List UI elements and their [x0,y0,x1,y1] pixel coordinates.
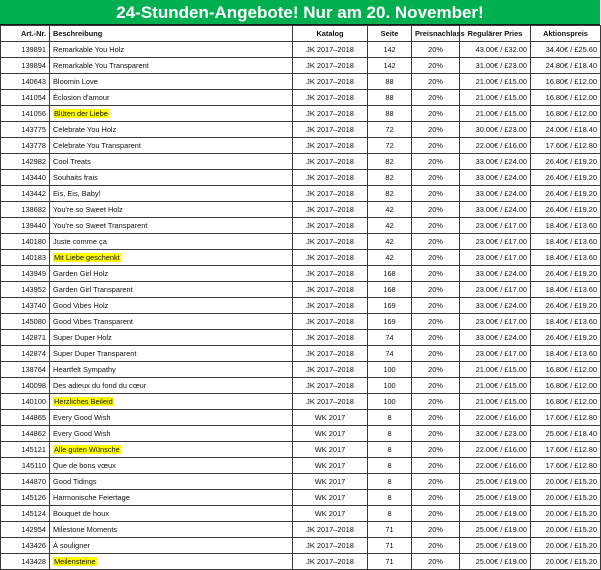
cell-art-nr[interactable]: 143428 [1,554,50,570]
table-row [1,410,601,426]
cell-preisnachlass[interactable]: 20% [412,442,460,458]
cell-aktionspreis[interactable]: 34.40€ / £25.60 [531,42,601,58]
table-row [1,506,601,522]
cell-art-nr[interactable]: 139894 [1,58,50,74]
cell-art-nr[interactable]: 143740 [1,298,50,314]
cell-aktionspreis[interactable]: 26.40€ / £19.20 [531,330,601,346]
cell-seite[interactable]: 8 [368,458,412,474]
cell-beschreibung[interactable]: Harmonische Feiertage [50,490,293,506]
cell-art-nr[interactable]: 138764 [1,362,50,378]
table-row [1,282,601,298]
cell-katalog[interactable]: JK 2017–2018 [293,314,368,330]
cell-preisnachlass[interactable]: 20% [412,90,460,106]
table-row [1,186,601,202]
table-row [1,122,601,138]
cell-regulaerer-preis[interactable]: 43.00€ / £32.00 [460,42,531,58]
cell-seite[interactable]: 169 [368,298,412,314]
cell-beschreibung[interactable] [50,106,293,122]
cell-seite[interactable]: 142 [368,42,412,58]
cell-regulaerer-preis[interactable]: 32.00€ / £23.00 [460,426,531,442]
cell-art-nr[interactable]: 141056 [1,106,50,122]
cell-beschreibung[interactable]: Eis, Eis, Baby! [50,186,293,202]
cell-beschreibung[interactable]: Celebrate You Holz [50,122,293,138]
cell-beschreibung[interactable]: Bouquet de houx [50,506,293,522]
table-row [1,554,601,570]
cell-seite[interactable]: 88 [368,74,412,90]
offers-table [0,25,601,570]
cell-katalog[interactable]: JK 2017–2018 [293,42,368,58]
cell-katalog[interactable]: JK 2017–2018 [293,154,368,170]
cell-regulaerer-preis[interactable]: 21.00€ / £15.00 [460,74,531,90]
cell-preisnachlass[interactable]: 20% [412,218,460,234]
cell-katalog[interactable]: JK 2017–2018 [293,122,368,138]
table-row [1,154,601,170]
cell-art-nr[interactable]: 140183 [1,250,50,266]
highlighted-description: Herzliches Beileid [54,397,113,406]
table-row [1,442,601,458]
cell-seite[interactable]: 168 [368,282,412,298]
table-row [1,522,601,538]
cell-preisnachlass[interactable]: 20% [412,378,460,394]
cell-katalog[interactable]: JK 2017–2018 [293,106,368,122]
cell-aktionspreis[interactable]: 18.40€ / £13.60 [531,234,601,250]
highlighted-description: Mit Liebe geschenkt [54,253,120,262]
table-row [1,42,601,58]
cell-seite[interactable]: 8 [368,442,412,458]
cell-art-nr[interactable]: 143949 [1,266,50,282]
cell-regulaerer-preis[interactable]: 21.00€ / £15.00 [460,362,531,378]
cell-beschreibung[interactable]: Garden Girl Holz [50,266,293,282]
cell-beschreibung[interactable]: Every Good Wish [50,426,293,442]
cell-katalog[interactable]: JK 2017–2018 [293,378,368,394]
cell-katalog[interactable]: JK 2017–2018 [293,90,368,106]
cell-preisnachlass[interactable]: 20% [412,202,460,218]
cell-katalog[interactable]: JK 2017–2018 [293,362,368,378]
highlighted-description: Alle guten Wünsche [54,445,120,454]
cell-aktionspreis[interactable]: 20.00€ / £15.20 [531,522,601,538]
cell-art-nr[interactable]: 140180 [1,234,50,250]
cell-art-nr[interactable]: 143440 [1,170,50,186]
cell-aktionspreis[interactable]: 17.60€ / £12.80 [531,138,601,154]
cell-regulaerer-preis[interactable]: 33.00€ / £24.00 [460,298,531,314]
cell-seite[interactable]: 71 [368,538,412,554]
cell-aktionspreis[interactable]: 20.00€ / £15.20 [531,506,601,522]
cell-preisnachlass[interactable]: 20% [412,298,460,314]
cell-regulaerer-preis[interactable]: 25.00€ / £19.00 [460,554,531,570]
cell-regulaerer-preis[interactable]: 23.00€ / £17.00 [460,250,531,266]
cell-art-nr[interactable]: 142874 [1,346,50,362]
column-header-aktionspreis: Aktionspreis [531,26,601,42]
cell-regulaerer-preis[interactable]: 23.00€ / £17.00 [460,282,531,298]
cell-seite[interactable]: 8 [368,474,412,490]
table-body [1,42,601,570]
cell-aktionspreis[interactable]: 24.80€ / £18.40 [531,58,601,74]
cell-beschreibung[interactable]: Souhaits frais [50,170,293,186]
table-row [1,266,601,282]
cell-katalog[interactable]: WK 2017 [293,442,368,458]
table-row [1,378,601,394]
cell-art-nr[interactable]: 142871 [1,330,50,346]
cell-art-nr[interactable]: 142954 [1,522,50,538]
cell-seite[interactable]: 42 [368,218,412,234]
cell-art-nr[interactable]: 143426 [1,538,50,554]
cell-beschreibung[interactable]: Remarkable You Holz [50,42,293,58]
cell-art-nr[interactable]: 143442 [1,186,50,202]
column-header-katalog: Katalog [293,26,368,42]
cell-preisnachlass[interactable]: 20% [412,154,460,170]
cell-beschreibung[interactable]: Que de bons vœux [50,458,293,474]
cell-seite[interactable]: 100 [368,378,412,394]
cell-seite[interactable]: 169 [368,314,412,330]
cell-art-nr[interactable]: 140100 [1,394,50,410]
cell-seite[interactable]: 8 [368,426,412,442]
cell-katalog[interactable]: JK 2017–2018 [293,394,368,410]
cell-beschreibung[interactable]: Bloomin Love [50,74,293,90]
cell-seite[interactable]: 72 [368,122,412,138]
cell-beschreibung[interactable]: Des adieux du fond du cœur [50,378,293,394]
cell-preisnachlass[interactable]: 20% [412,426,460,442]
cell-aktionspreis[interactable]: 26.40€ / £19.20 [531,202,601,218]
cell-aktionspreis[interactable]: 18.40€ / £13.60 [531,314,601,330]
column-header-regulaerer-preis: Regulärer Pries [460,26,531,42]
cell-regulaerer-preis[interactable]: 23.00€ / £17.00 [460,234,531,250]
cell-aktionspreis[interactable]: 20.00€ / £15.20 [531,554,601,570]
cell-regulaerer-preis[interactable]: 33.00€ / £24.00 [460,202,531,218]
cell-art-nr[interactable]: 144862 [1,426,50,442]
cell-preisnachlass[interactable]: 20% [412,538,460,554]
cell-katalog[interactable]: JK 2017–2018 [293,298,368,314]
cell-aktionspreis[interactable]: 16.80€ / £12.00 [531,378,601,394]
cell-art-nr[interactable]: 145080 [1,314,50,330]
cell-aktionspreis[interactable]: 16.80€ / £12.00 [531,362,601,378]
cell-preisnachlass[interactable]: 20% [412,266,460,282]
cell-katalog[interactable]: JK 2017–2018 [293,538,368,554]
cell-seite[interactable]: 88 [368,106,412,122]
cell-preisnachlass[interactable]: 20% [412,394,460,410]
cell-beschreibung[interactable]: Juste comme ça [50,234,293,250]
cell-preisnachlass[interactable]: 20% [412,282,460,298]
cell-preisnachlass[interactable]: 20% [412,250,460,266]
cell-preisnachlass[interactable]: 20% [412,474,460,490]
table-row [1,74,601,90]
cell-regulaerer-preis[interactable]: 25.00€ / £19.00 [460,490,531,506]
cell-beschreibung[interactable]: You're so Sweet Holz [50,202,293,218]
cell-regulaerer-preis[interactable]: 33.00€ / £24.00 [460,330,531,346]
cell-beschreibung[interactable]: You're so Sweet Transparent [50,218,293,234]
table-header-row [1,26,601,42]
cell-preisnachlass[interactable]: 20% [412,186,460,202]
cell-preisnachlass[interactable]: 20% [412,234,460,250]
cell-beschreibung[interactable] [50,250,293,266]
cell-preisnachlass[interactable]: 20% [412,410,460,426]
cell-seite[interactable]: 72 [368,138,412,154]
cell-art-nr[interactable]: 145124 [1,506,50,522]
cell-art-nr[interactable]: 144865 [1,410,50,426]
cell-seite[interactable]: 74 [368,346,412,362]
table-row [1,458,601,474]
cell-regulaerer-preis[interactable]: 33.00€ / £24.00 [460,186,531,202]
cell-preisnachlass[interactable]: 20% [412,106,460,122]
cell-regulaerer-preis[interactable]: 21.00€ / £15.00 [460,394,531,410]
cell-katalog[interactable]: WK 2017 [293,490,368,506]
cell-katalog[interactable]: JK 2017–2018 [293,138,368,154]
cell-katalog[interactable]: JK 2017–2018 [293,74,368,90]
cell-seite[interactable]: 82 [368,186,412,202]
cell-aktionspreis[interactable]: 18.40€ / £13.60 [531,346,601,362]
cell-katalog[interactable]: JK 2017–2018 [293,250,368,266]
cell-preisnachlass[interactable]: 20% [412,138,460,154]
table-row [1,106,601,122]
cell-art-nr[interactable]: 145110 [1,458,50,474]
table-row [1,394,601,410]
cell-preisnachlass[interactable]: 20% [412,554,460,570]
cell-preisnachlass[interactable]: 20% [412,58,460,74]
cell-katalog[interactable]: JK 2017–2018 [293,330,368,346]
cell-regulaerer-preis[interactable]: 25.00€ / £19.00 [460,474,531,490]
cell-art-nr[interactable]: 140098 [1,378,50,394]
table-row [1,314,601,330]
cell-katalog[interactable]: WK 2017 [293,506,368,522]
cell-art-nr[interactable]: 138682 [1,202,50,218]
cell-preisnachlass[interactable]: 20% [412,74,460,90]
cell-beschreibung[interactable]: Good Vibes Holz [50,298,293,314]
cell-aktionspreis[interactable]: 16.80€ / £12.00 [531,394,601,410]
table-row [1,170,601,186]
table-row [1,234,601,250]
column-header-art-nr: Art.-Nr. [1,26,50,42]
cell-preisnachlass[interactable]: 20% [412,170,460,186]
table-row [1,218,601,234]
table-row [1,202,601,218]
cell-preisnachlass[interactable]: 20% [412,346,460,362]
cell-art-nr[interactable]: 145126 [1,490,50,506]
cell-katalog[interactable]: WK 2017 [293,458,368,474]
cell-regulaerer-preis[interactable]: 33.00€ / £24.00 [460,266,531,282]
cell-preisnachlass[interactable]: 20% [412,362,460,378]
cell-beschreibung[interactable]: Garden Girl Transparent [50,282,293,298]
cell-preisnachlass[interactable]: 20% [412,314,460,330]
cell-art-nr[interactable]: 145121 [1,442,50,458]
cell-seite[interactable]: 74 [368,330,412,346]
cell-katalog[interactable]: WK 2017 [293,426,368,442]
column-header-seite: Seite [368,26,412,42]
cell-katalog[interactable]: JK 2017–2018 [293,202,368,218]
cell-regulaerer-preis[interactable]: 21.00€ / £15.00 [460,378,531,394]
cell-aktionspreis[interactable]: 18.40€ / £13.60 [531,282,601,298]
cell-aktionspreis[interactable]: 24.00€ / £18.40 [531,122,601,138]
cell-katalog[interactable]: JK 2017–2018 [293,266,368,282]
cell-regulaerer-preis[interactable]: 23.00€ / £17.00 [460,346,531,362]
cell-beschreibung[interactable]: Good Vibes Transparent [50,314,293,330]
cell-aktionspreis[interactable]: 18.40€ / £13.60 [531,250,601,266]
cell-seite[interactable]: 42 [368,202,412,218]
cell-aktionspreis[interactable]: 16.80€ / £12.00 [531,90,601,106]
cell-preisnachlass[interactable]: 20% [412,490,460,506]
table-row [1,138,601,154]
cell-beschreibung[interactable]: Heartfelt Sympathy [50,362,293,378]
cell-seite[interactable]: 82 [368,154,412,170]
cell-art-nr[interactable]: 143775 [1,122,50,138]
cell-art-nr[interactable]: 140643 [1,74,50,90]
page-title: 24-Stunden-Angebote! Nur am 20. November! [0,0,600,25]
cell-katalog[interactable]: JK 2017–2018 [293,554,368,570]
cell-seite[interactable]: 100 [368,394,412,410]
cell-beschreibung[interactable]: Every Good Wish [50,410,293,426]
cell-aktionspreis[interactable]: 17.60€ / £12.80 [531,410,601,426]
cell-regulaerer-preis[interactable]: 25.00€ / £19.00 [460,522,531,538]
cell-seite[interactable]: 168 [368,266,412,282]
table-row [1,362,601,378]
cell-katalog[interactable]: JK 2017–2018 [293,218,368,234]
cell-beschreibung[interactable] [50,554,293,570]
cell-beschreibung[interactable] [50,442,293,458]
cell-art-nr[interactable]: 144870 [1,474,50,490]
cell-seite[interactable]: 42 [368,250,412,266]
cell-aktionspreis[interactable]: 20.00€ / £15.20 [531,474,601,490]
cell-aktionspreis[interactable]: 26.40€ / £19.20 [531,266,601,282]
cell-aktionspreis[interactable]: 16.80€ / £12.00 [531,106,601,122]
cell-regulaerer-preis[interactable]: 22.00€ / £16.00 [460,442,531,458]
cell-seite[interactable]: 8 [368,410,412,426]
highlighted-description: Blüten der Liebe [54,109,108,118]
cell-seite[interactable]: 8 [368,506,412,522]
column-header-beschreibung: Beschreibung [50,26,293,42]
cell-preisnachlass[interactable]: 20% [412,330,460,346]
cell-seite[interactable]: 71 [368,554,412,570]
table-row [1,58,601,74]
cell-katalog[interactable]: JK 2017–2018 [293,522,368,538]
cell-regulaerer-preis[interactable]: 23.00€ / £17.00 [460,218,531,234]
table-row [1,538,601,554]
cell-katalog[interactable]: JK 2017–2018 [293,170,368,186]
cell-beschreibung[interactable] [50,394,293,410]
cell-beschreibung[interactable]: Remarkable You Transparent [50,58,293,74]
cell-beschreibung[interactable]: Milestone Moments [50,522,293,538]
cell-beschreibung[interactable]: Celebrate You Transparent [50,138,293,154]
cell-regulaerer-preis[interactable]: 22.00€ / £16.00 [460,138,531,154]
cell-regulaerer-preis[interactable]: 33.00€ / £24.00 [460,170,531,186]
highlighted-description: Meilensteine [54,557,96,566]
cell-seite[interactable]: 100 [368,362,412,378]
cell-aktionspreis[interactable]: 25.60€ / £18.40 [531,426,601,442]
table-row [1,474,601,490]
cell-regulaerer-preis[interactable]: 21.00€ / £15.00 [460,106,531,122]
cell-preisnachlass[interactable]: 20% [412,506,460,522]
cell-aktionspreis[interactable]: 20.00€ / £15.20 [531,538,601,554]
cell-aktionspreis[interactable]: 26.40€ / £19.20 [531,186,601,202]
cell-preisnachlass[interactable]: 20% [412,458,460,474]
cell-regulaerer-preis[interactable]: 22.00€ / £16.00 [460,458,531,474]
cell-preisnachlass[interactable]: 20% [412,122,460,138]
cell-beschreibung[interactable]: Super Duper Holz [50,330,293,346]
cell-aktionspreis[interactable]: 26.40€ / £19.20 [531,170,601,186]
cell-art-nr[interactable]: 143952 [1,282,50,298]
column-header-preisnachlass: Preisnachlass [412,26,460,42]
table-row [1,346,601,362]
cell-preisnachlass[interactable]: 20% [412,522,460,538]
cell-beschreibung[interactable]: Super Duper Transparent [50,346,293,362]
cell-aktionspreis[interactable]: 26.40€ / £19.20 [531,154,601,170]
cell-seite[interactable]: 82 [368,170,412,186]
cell-seite[interactable]: 42 [368,234,412,250]
cell-katalog[interactable]: WK 2017 [293,410,368,426]
cell-seite[interactable]: 71 [368,522,412,538]
table-row [1,250,601,266]
cell-katalog[interactable]: WK 2017 [293,474,368,490]
cell-katalog[interactable]: JK 2017–2018 [293,186,368,202]
cell-art-nr[interactable]: 139440 [1,218,50,234]
cell-aktionspreis[interactable]: 17.60€ / £12.80 [531,442,601,458]
cell-aktionspreis[interactable]: 26.40€ / £19.20 [531,298,601,314]
cell-beschreibung[interactable]: Cool Treats [50,154,293,170]
cell-art-nr[interactable]: 143778 [1,138,50,154]
cell-regulaerer-preis[interactable]: 25.00€ / £19.00 [460,538,531,554]
cell-regulaerer-preis[interactable]: 31.00€ / £23.00 [460,58,531,74]
cell-art-nr[interactable]: 142982 [1,154,50,170]
cell-seite[interactable]: 142 [368,58,412,74]
table-row [1,490,601,506]
cell-aktionspreis[interactable]: 16.80€ / £12.00 [531,74,601,90]
cell-aktionspreis[interactable]: 20.00€ / £15.20 [531,490,601,506]
cell-beschreibung[interactable]: À souligner [50,538,293,554]
cell-regulaerer-preis[interactable]: 22.00€ / £16.00 [460,410,531,426]
cell-art-nr[interactable]: 141054 [1,90,50,106]
cell-katalog[interactable]: JK 2017–2018 [293,58,368,74]
cell-preisnachlass[interactable]: 20% [412,42,460,58]
table-row [1,330,601,346]
table-row [1,90,601,106]
cell-seite[interactable]: 88 [368,90,412,106]
cell-aktionspreis[interactable]: 17.60€ / £12.80 [531,458,601,474]
table-row [1,426,601,442]
cell-seite[interactable]: 8 [368,490,412,506]
cell-art-nr[interactable]: 139891 [1,42,50,58]
cell-regulaerer-preis[interactable]: 30.00€ / £23.00 [460,122,531,138]
cell-regulaerer-preis[interactable]: 33.00€ / £24.00 [460,154,531,170]
cell-beschreibung[interactable]: Good Tidings [50,474,293,490]
cell-regulaerer-preis[interactable]: 21.00€ / £15.00 [460,90,531,106]
cell-katalog[interactable]: JK 2017–2018 [293,346,368,362]
cell-beschreibung[interactable]: Éclosion d'amour [50,90,293,106]
table-row [1,298,601,314]
cell-regulaerer-preis[interactable]: 23.00€ / £17.00 [460,314,531,330]
cell-katalog[interactable]: JK 2017–2018 [293,234,368,250]
cell-regulaerer-preis[interactable]: 25.00€ / £19.00 [460,506,531,522]
cell-aktionspreis[interactable]: 18.40€ / £13.60 [531,218,601,234]
cell-katalog[interactable]: JK 2017–2018 [293,282,368,298]
